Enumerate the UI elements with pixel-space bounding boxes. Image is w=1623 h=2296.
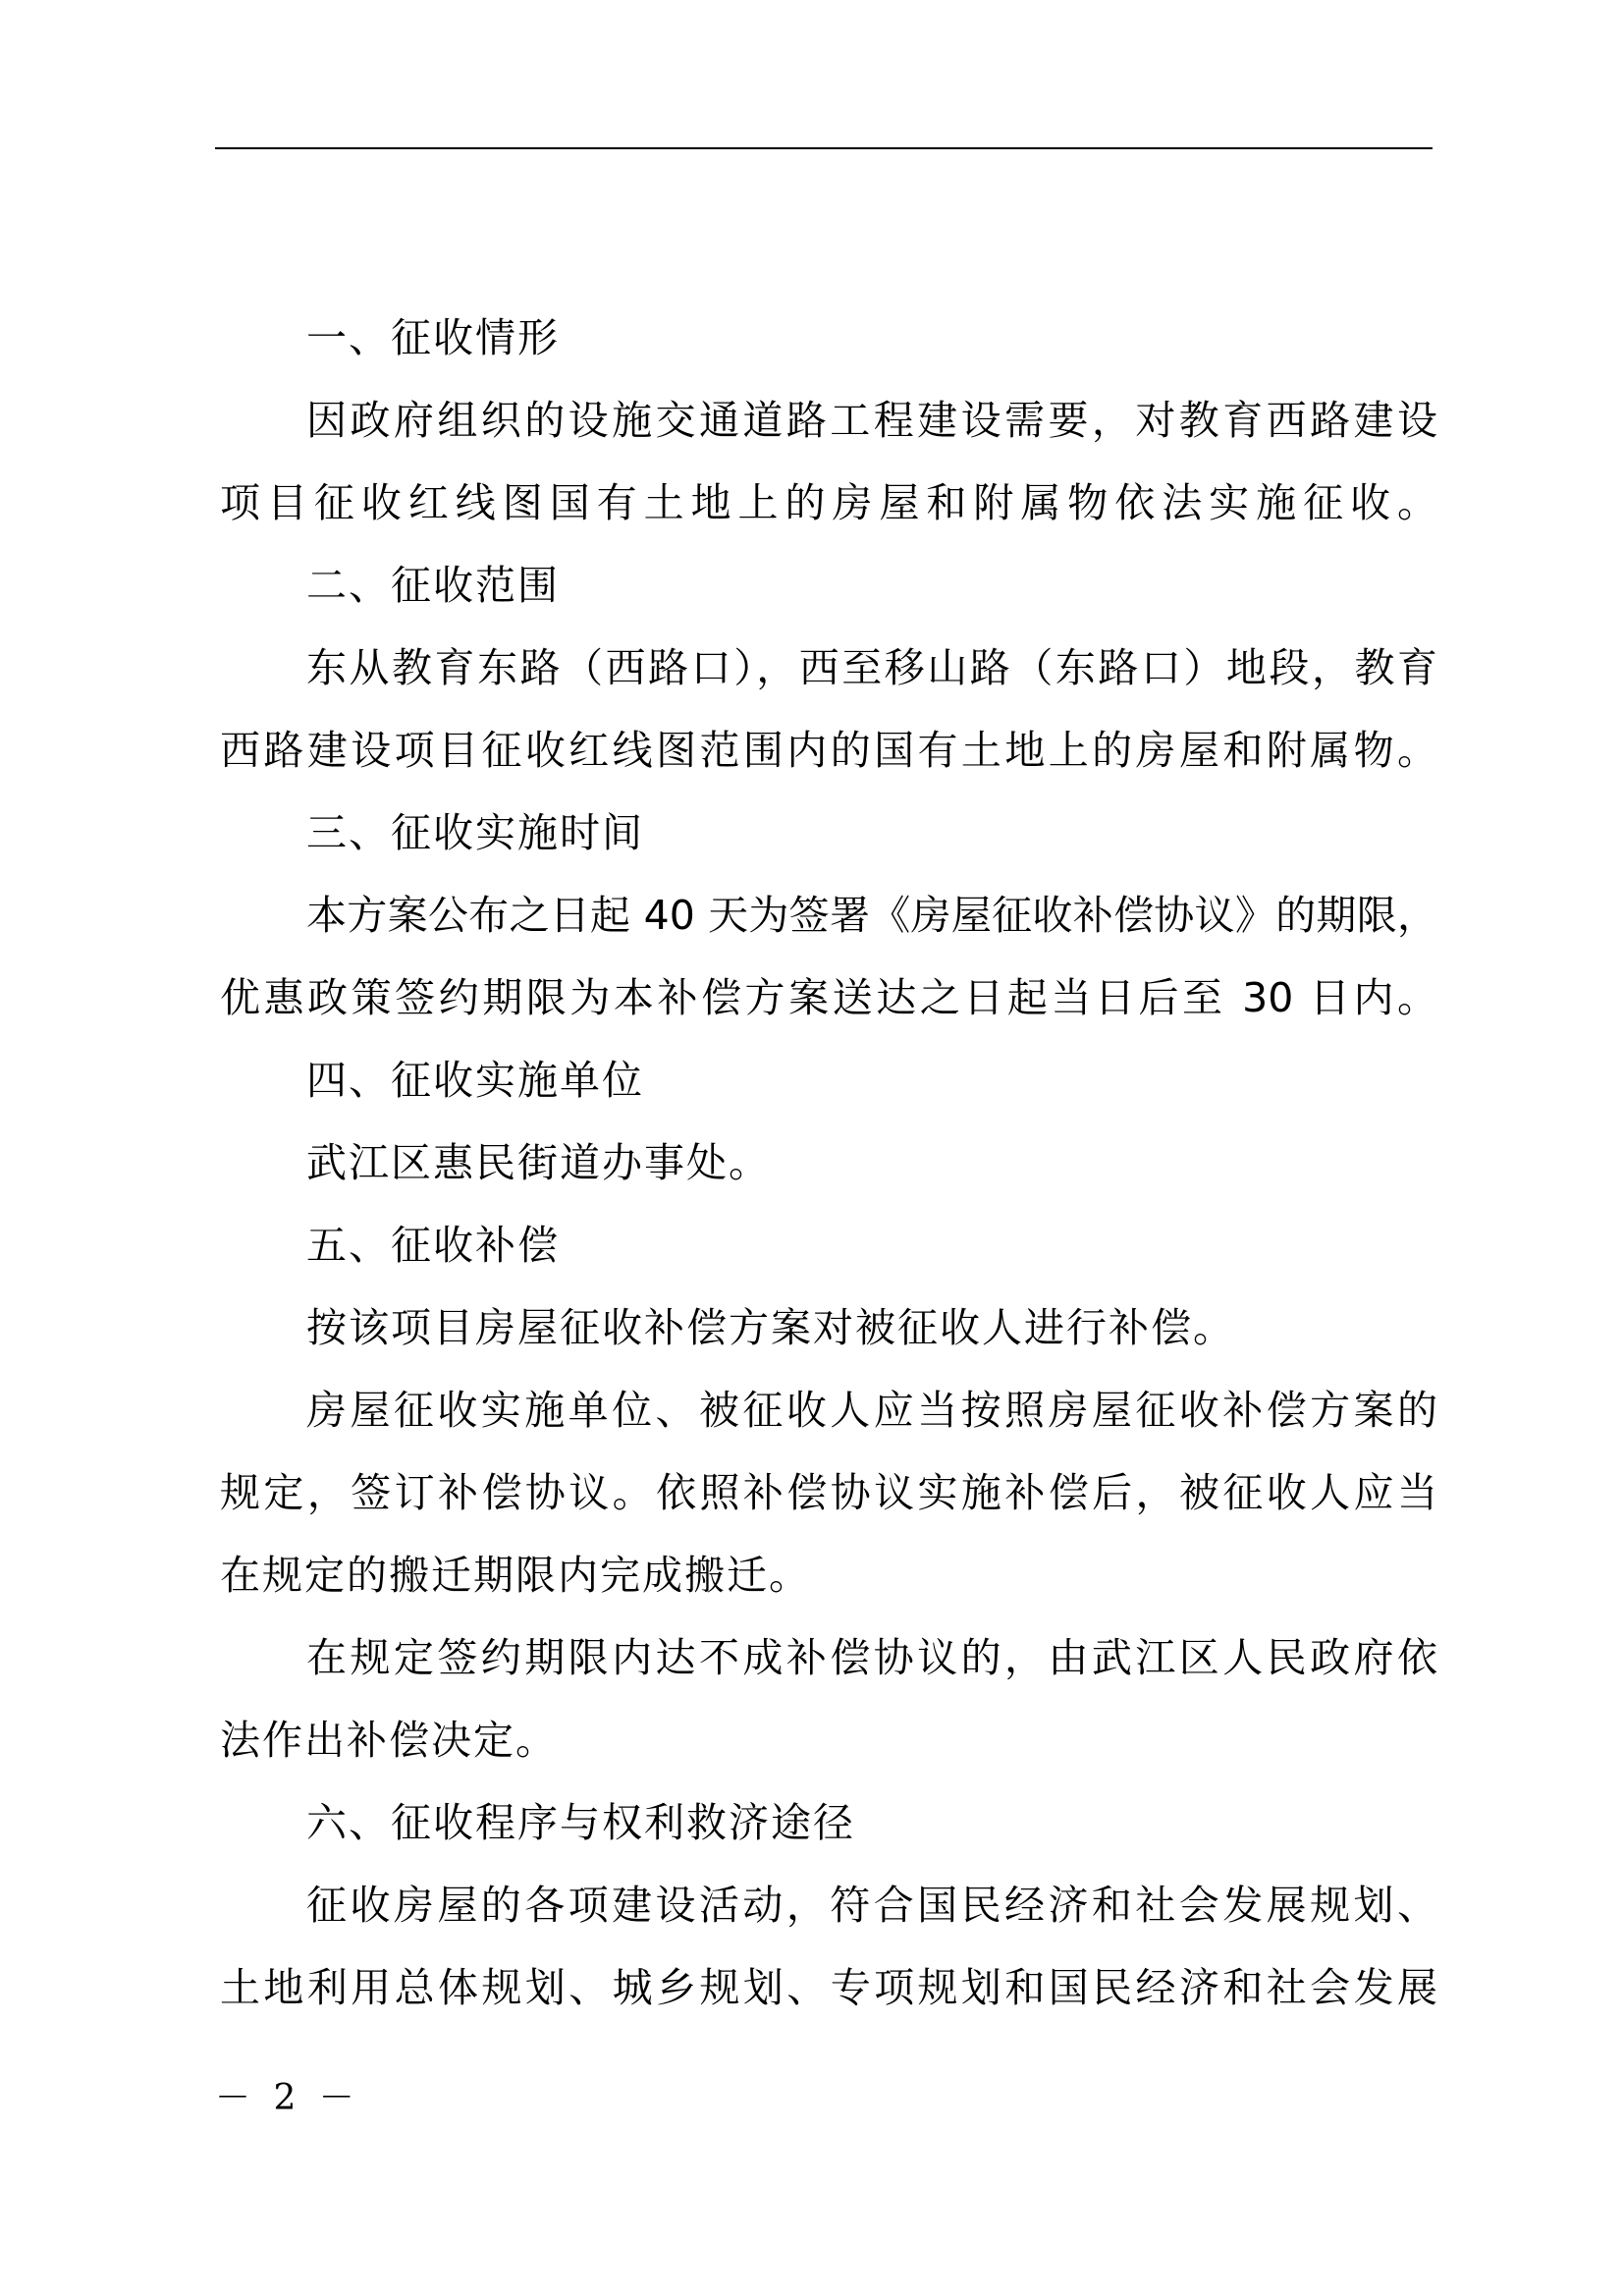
document-body [220,297,1437,2029]
section-heading-1: 一、征收情形 [306,314,560,361]
page-number: － 2 － [215,2078,360,2118]
section-heading-4: 四、征收实施单位 [306,1057,644,1104]
section-heading-5: 五、征收补偿 [306,1222,560,1269]
paragraph-line: 按该项目房屋征收补偿方案对被征收人进行补偿。 [306,1304,1235,1351]
paragraph-line: 武江区惠民街道办事处。 [306,1139,771,1186]
paragraph-line: 东从教育东路（西路口），西至移山路（东路口）地段，教育 [306,644,1437,691]
paragraph-line: 优惠政策签约期限为本补偿方案送达之日起当日后至 30 日内。 [220,974,1437,1021]
section-heading-3: 三、征收实施时间 [306,809,644,856]
paragraph-line: 土地利用总体规划、城乡规划、专项规划和国民经济和社会发展 [220,1964,1437,2011]
paragraph-line: 在规定的搬迁期限内完成搬迁。 [220,1552,811,1599]
paragraph-line: 项目征收红线图国有土地上的房屋和附属物依法实施征收。 [220,479,1437,526]
paragraph-line: 在规定签约期限内达不成补偿协议的，由武江区人民政府依 [306,1634,1437,1681]
header-rule [215,147,1433,149]
paragraph-line: 房屋征收实施单位、被征收人应当按照房屋征收补偿方案的 [306,1387,1437,1434]
paragraph-line: 规定，签订补偿协议。依照补偿协议实施补偿后，被征收人应当 [220,1469,1437,1516]
section-heading-6: 六、征收程序与权利救济途径 [306,1799,855,1846]
paragraph-line: 西路建设项目征收红线图范围内的国有土地上的房屋和附属物。 [220,727,1437,774]
section-heading-2: 二、征收范围 [306,562,560,609]
paragraph-line: 因政府组织的设施交通道路工程建设需要，对教育西路建设 [306,397,1437,444]
paragraph-line: 法作出补偿决定。 [220,1717,558,1764]
paragraph-line: 本方案公布之日起 40 天为签署《房屋征收补偿协议》的期限， [306,892,1437,939]
paragraph-line: 征收房屋的各项建设活动，符合国民经济和社会发展规划、 [306,1882,1437,1929]
